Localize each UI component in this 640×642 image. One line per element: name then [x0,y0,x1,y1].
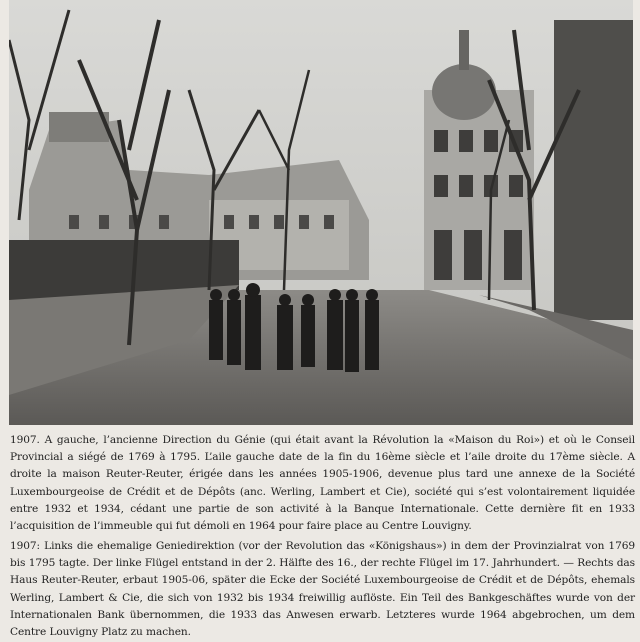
historic-street-photo [9,0,633,425]
french-caption: 1907. A gauche, l’ancienne Direction du Génie (qui était avant la Révolution la «Maison du Roi») et où le Conseil Provincial a siégé de 1769 à 1795. L’aile gauche date de la fin du 16ème siècle et l’aile droite du 17ème siècle. A droite la maison Reuter-Reuter, érigée dans les années 1905-1906, devenue plus tard une annexe de la Société Luxembourgeoise de Crédit et de Dépôts (anc. Werling, Lambert et Cie), société qui s’est volontairement liquidée entre 1932 et 1934, cédant une partie de son activité à la Banque Internationale. Cette dernière fit en 1933 l’acquisition de l’immeuble qui fut démoli en 1964 pour faire place au Centre Louvigny. [10,434,635,533]
german-caption: 1907: Links die ehemalige Geniedirektion (vor der Revolution das «Königshaus») in dem der Provinzialrat von 1769 bis 1795 tagte. Der linke Flügel entstand in der 2. Hälfte des 16., der rechte Flügel im 17. Jahrhundert. — Rechts das Haus Reuter-Reuter, erbaut 1905-06, später die Ecke der Société Luxembourgeoise de Crédit et de Dépôts, ehemals Werling, Lambert & Cie, die sich von 1932 bis 1934 freiwillig auflöste. Ein Teil des Bankgeschäftes wurde von der Internationalen Bank übernommen, die 1933 das Anwesen erwarb. Letzteres wurde 1964 abgebrochen, um dem Centre Louvigny Platz zu machen. [10,540,635,639]
photo-illustration [9,0,633,425]
